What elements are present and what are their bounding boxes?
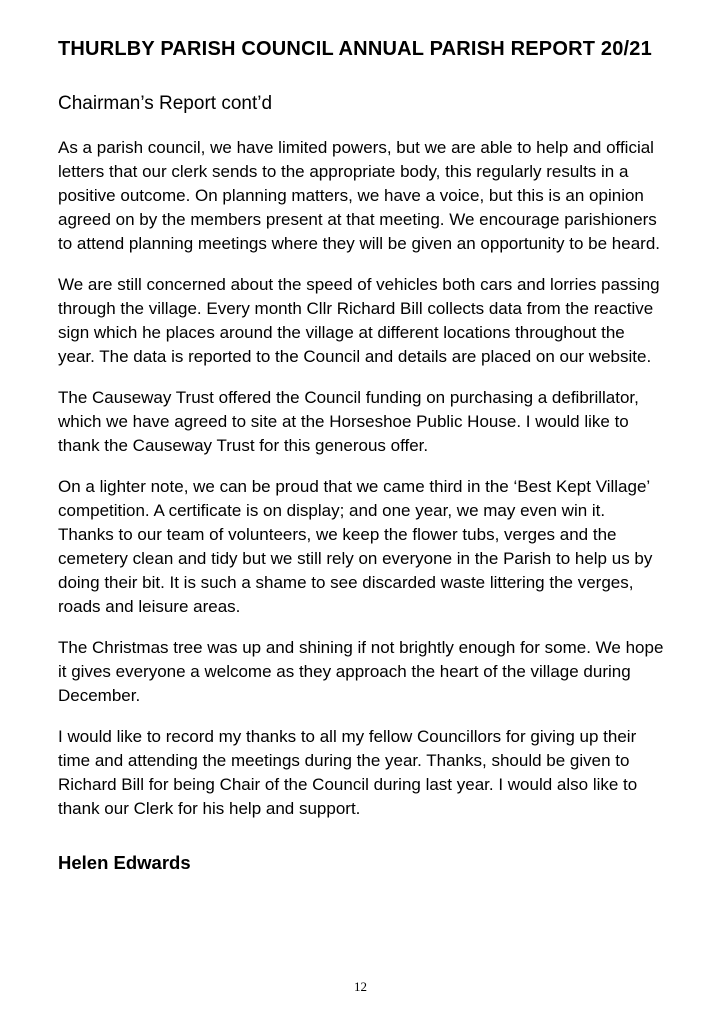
paragraph: I would like to record my thanks to all my fellow Councillors for giving up their time and attending the meetings during the year. Thanks, should be given to Richard Bill for being Chair of the Council during last year. I would also like to thank our Clerk for his help and support. — [58, 727, 638, 818]
section-heading: Chairman’s Report cont’d — [58, 93, 273, 114]
paragraph: We are still concerned about the speed of vehicles both cars and lorries passing through the village. Every month Cllr Richard Bill collects data from the reactive sign which he places around the village at different locations throughout the year. The data is reported to the Council and details are placed on our website. — [58, 275, 660, 366]
document-title: THURLBY PARISH COUNCIL ANNUAL PARISH REPORT 20/21 — [58, 38, 652, 60]
page-footer — [0, 978, 721, 996]
paragraph: The Christmas tree was up and shining if not brightly enough for some. We hope it gives everyone a welcome as they approach the heart of the village during December. — [58, 638, 664, 705]
paragraph: The Causeway Trust offered the Council funding on purchasing a defibrillator, which we have agreed to site at the Horseshoe Public House. I would like to thank the Causeway Trust for this generous offer. — [58, 388, 639, 455]
page-number: 12 — [354, 979, 367, 994]
document-content — [58, 36, 665, 875]
paragraph: On a lighter note, we can be proud that we came third in the ‘Best Kept Village’ competition. A certificate is on display; and one year, we may even win it. Thanks to our team of volunteers, we keep the flower tubs, verges and the cemetery clean and tidy but we still rely on everyone in the Parish to help us by doing their bit. It is such a shame to see discarded waste littering the verges, roads and leisure areas. — [58, 477, 653, 616]
signature: Helen Edwards — [58, 852, 191, 873]
paragraph: As a parish council, we have limited powers, but we are able to help and official letters that our clerk sends to the appropriate body, this regularly results in a positive outcome. On planning matters, we have a voice, but this is an opinion agreed on by the members present at that meeting. We encourage parishioners to attend planning meetings where they will be given an opportunity to be heard. — [58, 138, 661, 253]
